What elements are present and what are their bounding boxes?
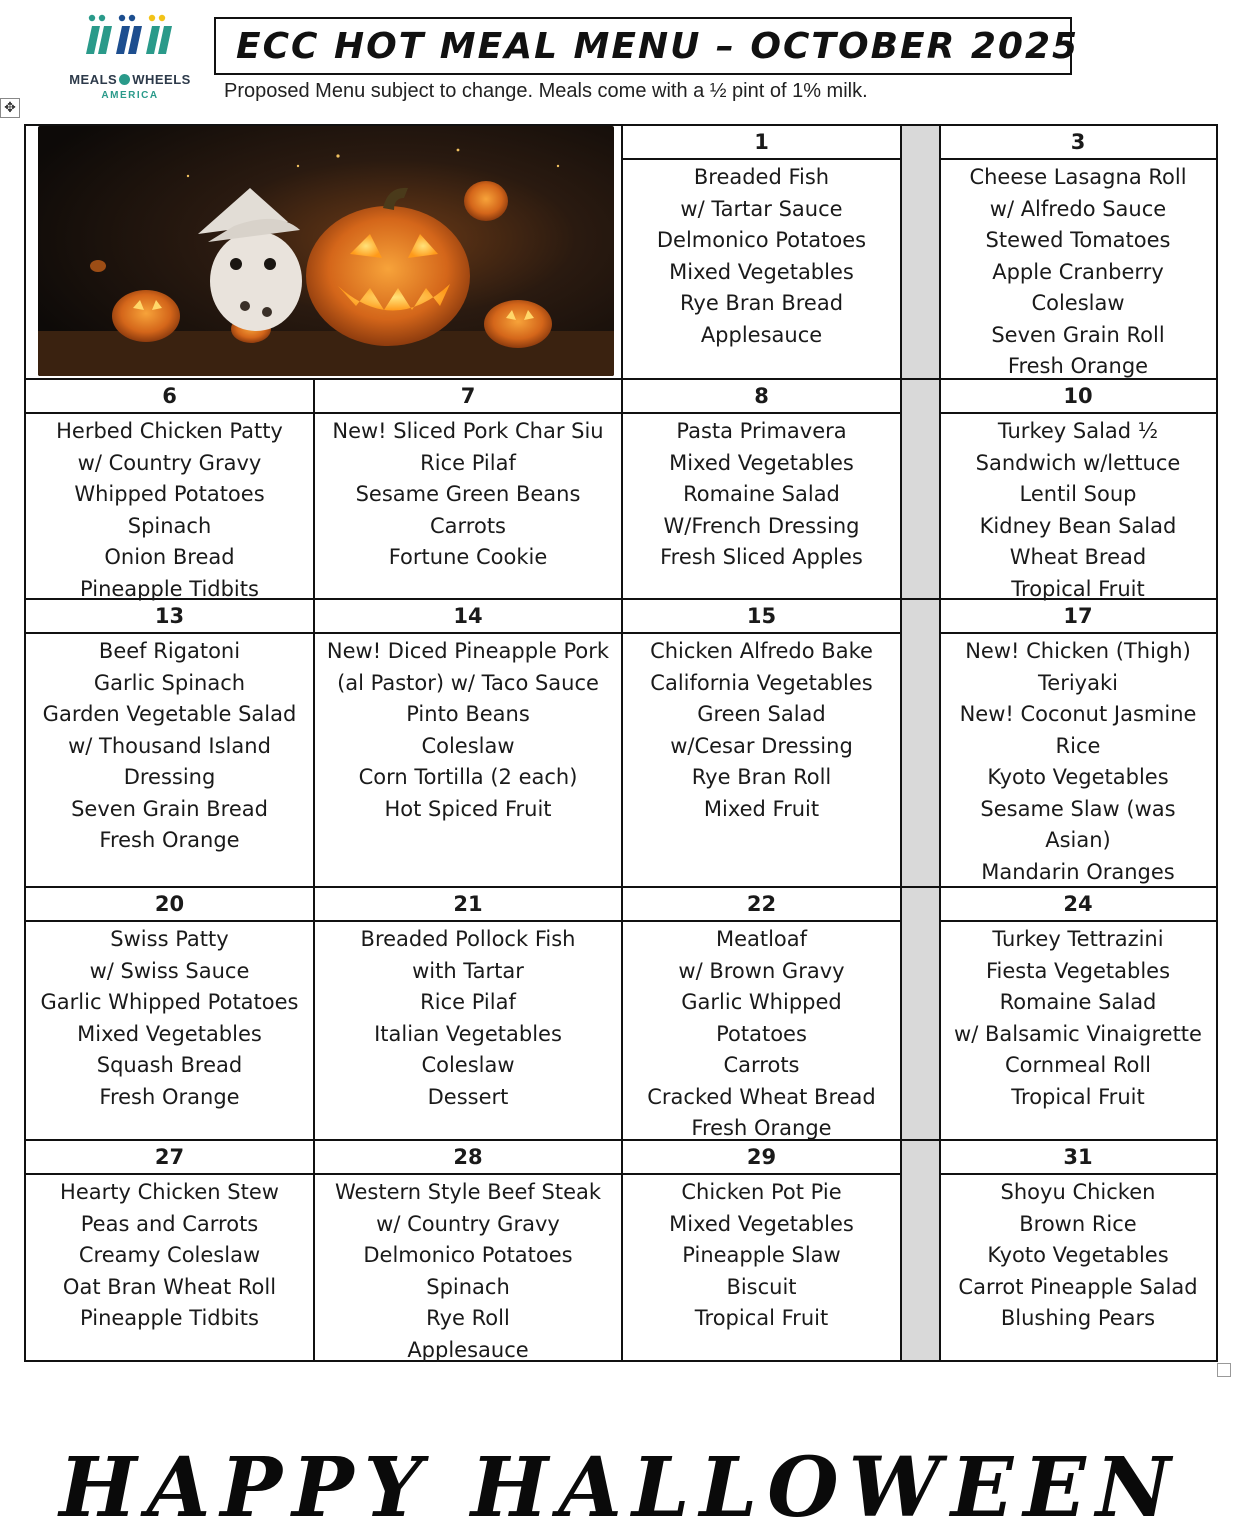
menu-items — [26, 414, 313, 605]
menu-item: Beef Rigatoni — [98, 639, 241, 663]
day-cell — [940, 600, 1216, 886]
menu-item: Lentil Soup — [1019, 482, 1137, 506]
menu-item: Tropical Fruit — [1011, 576, 1145, 601]
day-number: 28 — [315, 1141, 621, 1175]
menu-item: Kidney Bean Salad — [979, 513, 1177, 538]
day-number: 29 — [622, 1141, 901, 1175]
menu-item: Swiss Patty — [110, 927, 229, 951]
menu-item: New! Diced Pineapple Pork — [326, 639, 610, 663]
menu-item: Fortune Cookie — [388, 545, 548, 569]
menu-items — [622, 1175, 901, 1335]
menu-item: Biscuit — [726, 1274, 797, 1299]
menu-item: Seven Grain Roll — [991, 322, 1165, 347]
menu-items — [940, 922, 1216, 1113]
menu-item: Garlic Whipped — [681, 990, 842, 1014]
day-number: 22 — [622, 888, 901, 922]
halloween-pumpkin-image — [38, 126, 614, 376]
menu-item: Mixed Vegetables — [669, 1211, 854, 1236]
menu-items — [26, 922, 313, 1113]
menu-item: Chicken Pot Pie — [681, 1180, 842, 1204]
menu-item: California Vegetables — [650, 670, 873, 695]
menu-item: New! Sliced Pork Char Siu — [332, 419, 604, 443]
menu-item: New! Chicken (Thigh) — [965, 639, 1191, 663]
day-cell — [622, 1141, 901, 1360]
menu-item: Coleslaw — [421, 1053, 515, 1077]
day-number: 14 — [315, 600, 621, 634]
menu-item: Romaine Salad — [999, 990, 1157, 1014]
menu-item: Sesame Slaw (was — [980, 796, 1176, 821]
logo-america-text: AMERICA — [101, 90, 159, 101]
logo-wheels-text: WHEELS — [132, 72, 191, 87]
day-number: 21 — [315, 888, 621, 922]
menu-item: Tropical Fruit — [1011, 1084, 1145, 1109]
menu-item: Breaded Pollock Fish — [360, 927, 576, 951]
day-cell — [26, 888, 313, 1139]
menu-item: Cracked Wheat Bread — [647, 1084, 876, 1109]
menu-item: Turkey Salad ½ — [997, 419, 1159, 443]
day-number: 3 — [940, 126, 1216, 160]
menu-item: Mixed Vegetables — [77, 1021, 262, 1046]
day-number: 20 — [26, 888, 313, 922]
logo-mark-icon — [80, 14, 180, 58]
day-cell — [940, 126, 1216, 378]
menu-item: Hot Spiced Fruit — [384, 796, 552, 821]
menu-item: Apple Cranberry — [992, 259, 1164, 284]
logo-meals-text: MEALS — [69, 72, 118, 87]
menu-item: Western Style Beef Steak — [334, 1180, 602, 1204]
menu-item: Rice Pilaf — [420, 990, 516, 1014]
day-cell — [26, 600, 313, 886]
menu-item: Pineapple Tidbits — [80, 576, 259, 601]
menu-item: Teriyaki — [1038, 670, 1118, 695]
menu-item: Mixed Vegetables — [669, 450, 854, 475]
menu-item: Coleslaw — [1031, 291, 1125, 315]
menu-item: w/ Tartar Sauce — [680, 196, 843, 221]
meals-on-wheels-logo — [52, 14, 208, 104]
menu-item: Pineapple Slaw — [682, 1243, 841, 1267]
day-cell — [622, 380, 901, 598]
menu-item: Mixed Fruit — [703, 796, 820, 821]
menu-item: W/French Dressing — [663, 513, 860, 538]
day-number: 27 — [26, 1141, 313, 1175]
menu-item: Italian Vegetables — [374, 1021, 562, 1046]
menu-item: Fresh Sliced Apples — [660, 545, 863, 569]
happy-halloween-banner: HAPPY HALLOWEEN — [59, 1440, 1181, 1536]
menu-item: Tropical Fruit — [694, 1306, 829, 1330]
menu-item: Peas and Carrots — [80, 1211, 259, 1236]
menu-item: Fresh Orange — [99, 828, 240, 852]
menu-item: New! Coconut Jasmine — [959, 702, 1197, 726]
menu-item: Rye Roll — [426, 1306, 510, 1330]
page-title: ECC HOT MEAL MENU – OCTOBER 2025 — [214, 17, 1072, 75]
menu-item: Squash Bread — [96, 1053, 243, 1077]
menu-item: w/Cesar Dressing — [670, 733, 853, 758]
menu-item: w/ Swiss Sauce — [89, 958, 250, 983]
menu-items — [315, 634, 621, 825]
day-cell — [940, 1141, 1216, 1360]
menu-item: Kyoto Vegetables — [987, 1243, 1169, 1267]
day-number: 6 — [26, 380, 313, 414]
menu-item: Garlic Spinach — [93, 670, 246, 695]
menu-item: Fresh Orange — [1007, 354, 1149, 378]
menu-item: Potatoes — [716, 1021, 807, 1046]
menu-item: Whipped Potatoes — [74, 482, 265, 506]
day-cell — [315, 888, 621, 1139]
menu-item: Dressing — [123, 765, 216, 789]
day-cell — [622, 600, 901, 886]
menu-item: Brown Rice — [1019, 1211, 1137, 1236]
menu-item: (al Pastor) w/ Taco Sauce — [337, 670, 599, 695]
menu-item: Seven Grain Bread — [71, 796, 268, 821]
day-cell — [315, 1141, 621, 1360]
menu-items — [940, 414, 1216, 605]
menu-item: Rice Pilaf — [420, 450, 516, 475]
day-cell — [315, 380, 621, 598]
table-resize-handle[interactable] — [1217, 1363, 1231, 1377]
menu-item: Green Salad — [697, 702, 826, 726]
menu-item: w/ Thousand Island — [68, 733, 271, 758]
menu-item: Pasta Primavera — [676, 419, 847, 443]
day-cell — [622, 888, 901, 1139]
menu-items — [622, 414, 901, 574]
menu-item: Blushing Pears — [1000, 1306, 1156, 1330]
day-cell — [940, 888, 1216, 1139]
day-number: 17 — [940, 600, 1216, 634]
menu-item: Spinach — [426, 1274, 510, 1299]
menu-item: Applesauce — [407, 1337, 529, 1362]
menu-item: Rye Bran Roll — [691, 765, 832, 789]
menu-items — [315, 414, 621, 574]
menu-item: w/ Country Gravy — [376, 1211, 560, 1236]
menu-item: Romaine Salad — [683, 482, 840, 506]
menu-item: Hearty Chicken Stew — [60, 1180, 279, 1204]
menu-item: Carrots — [430, 513, 506, 538]
menu-item: Carrots — [723, 1053, 800, 1077]
day-cell — [622, 126, 901, 378]
menu-items — [315, 922, 621, 1113]
menu-item: Cornmeal Roll — [1004, 1053, 1151, 1077]
menu-item: Stewed Tomatoes — [985, 228, 1171, 252]
day-cell — [315, 600, 621, 886]
menu-items — [622, 634, 901, 825]
menu-items — [940, 160, 1216, 383]
menu-item: Creamy Coleslaw — [78, 1243, 261, 1267]
menu-item: Sesame Green Beans — [355, 482, 581, 506]
day-cell — [940, 380, 1216, 601]
menu-item: Pinto Beans — [406, 702, 530, 726]
menu-item: Applesauce — [700, 322, 823, 347]
menu-item: Chicken Alfredo Bake — [650, 639, 873, 663]
day-cell — [26, 1141, 313, 1360]
menu-item: Mandarin Oranges — [981, 859, 1175, 884]
menu-item: Garden Vegetable Salad — [42, 702, 297, 726]
menu-items — [940, 634, 1216, 888]
menu-items — [315, 1175, 621, 1366]
menu-item: Herbed Chicken Patty — [56, 419, 283, 443]
menu-item: Delmonico Potatoes — [363, 1243, 573, 1267]
menu-item: Coleslaw — [421, 733, 515, 758]
menu-items — [26, 1175, 313, 1335]
day-number: 13 — [26, 600, 313, 634]
menu-item: Mixed Vegetables — [669, 259, 854, 284]
menu-item: Dessert — [427, 1084, 509, 1109]
day-cell — [26, 380, 313, 601]
menu-item: Fresh Orange — [99, 1084, 240, 1109]
menu-item: Asian) — [1045, 828, 1111, 852]
day-number: 7 — [315, 380, 621, 414]
menu-item: w/ Alfredo Sauce — [989, 196, 1167, 221]
logo-wordmark — [52, 72, 208, 87]
menu-items — [622, 160, 901, 351]
menu-items — [622, 922, 901, 1145]
menu-item: Carrot Pineapple Salad — [958, 1274, 1198, 1299]
menu-item: Kyoto Vegetables — [987, 765, 1169, 789]
menu-item: Pineapple Tidbits — [80, 1306, 259, 1330]
menu-item: Wheat Bread — [1009, 545, 1147, 569]
menu-item: Breaded Fish — [693, 165, 830, 189]
menu-item: Delmonico Potatoes — [656, 228, 867, 252]
gap-column — [902, 126, 940, 1360]
day-number: 10 — [940, 380, 1216, 414]
menu-items — [940, 1175, 1216, 1335]
menu-item: w/ Brown Gravy — [678, 958, 845, 983]
menu-item: Rice — [1055, 733, 1101, 758]
menu-subtitle: Proposed Menu subject to change. Meals come with a ½ pint of 1% milk. — [224, 80, 868, 102]
menu-item: Turkey Tettrazini — [992, 927, 1164, 951]
menu-item: Sandwich w/lettuce — [975, 450, 1181, 475]
menu-item: Oat Bran Wheat Roll — [62, 1274, 277, 1299]
menu-item: Spinach — [127, 513, 212, 538]
day-number: 1 — [622, 126, 901, 160]
menu-item: Shoyu Chicken — [1000, 1180, 1156, 1204]
menu-item: Onion Bread — [104, 545, 235, 569]
table-move-handle-icon[interactable]: ✥ — [0, 98, 20, 118]
menu-item: Rye Bran Bread — [679, 291, 844, 315]
menu-item: with Tartar — [412, 958, 524, 983]
menu-item: w/ Country Gravy — [77, 450, 262, 475]
day-number: 31 — [940, 1141, 1216, 1175]
menu-item: Meatloaf — [715, 927, 808, 951]
day-number: 8 — [622, 380, 901, 414]
day-number: 15 — [622, 600, 901, 634]
menu-item: Fresh Orange — [691, 1116, 832, 1140]
day-number: 24 — [940, 888, 1216, 922]
menu-item: w/ Balsamic Vinaigrette — [954, 1021, 1202, 1046]
menu-item: Garlic Whipped Potatoes — [40, 990, 299, 1014]
menu-item: Cheese Lasagna Roll — [969, 165, 1187, 189]
logo-dot-icon — [119, 74, 130, 85]
menu-items — [26, 634, 313, 857]
menu-item: Fiesta Vegetables — [985, 958, 1171, 983]
menu-item: Corn Tortilla (2 each) — [358, 765, 578, 789]
